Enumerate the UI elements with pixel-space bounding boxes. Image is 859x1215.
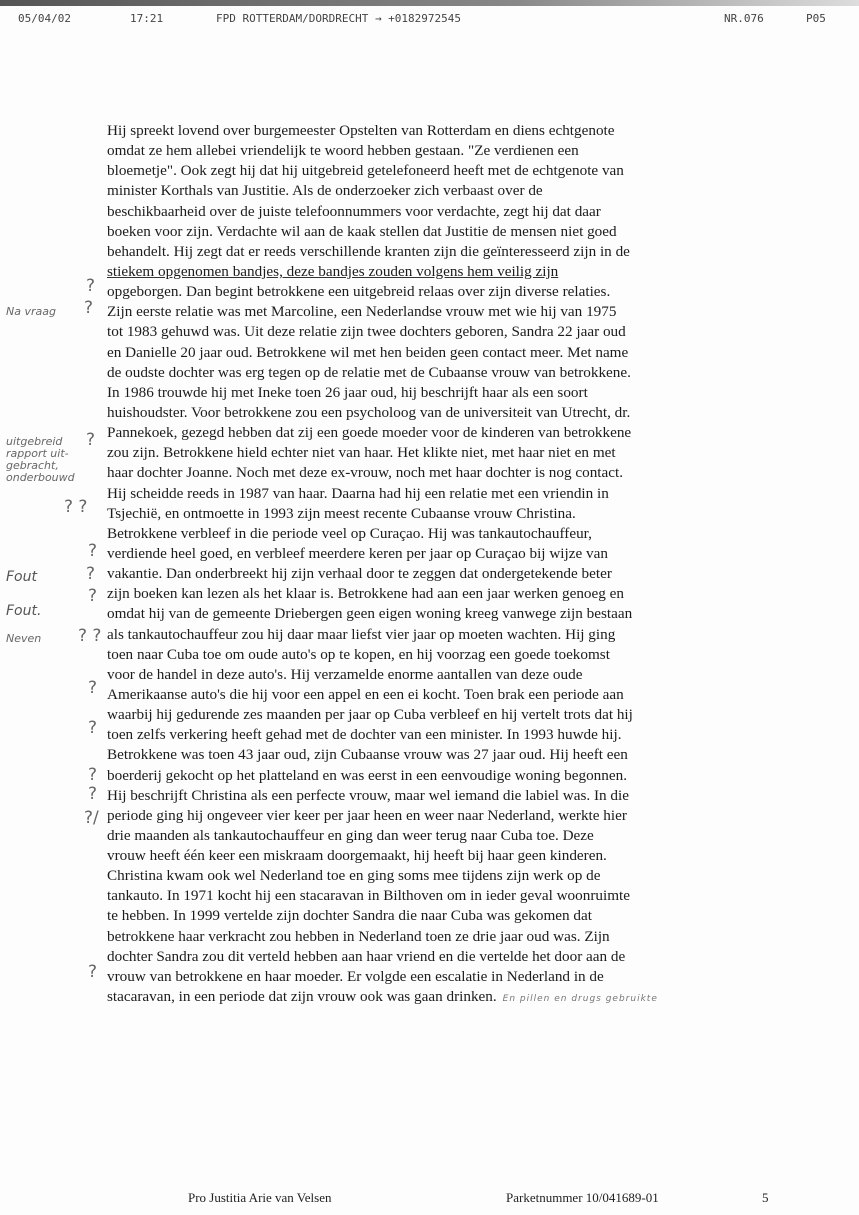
body-line: drie maanden als tankautochauffeur en ging dan weer terug naar Cuba toe. Deze xyxy=(107,826,594,844)
body-line: voor de handel in deze auto's. Hij verzamelde enorme aantallen van deze oude xyxy=(107,665,583,683)
body-line: beschikbaarheid over de juiste telefoonnummers voor verdachte, zegt hij dat daar xyxy=(107,202,601,220)
footer-page-number: 5 xyxy=(762,1190,769,1205)
margin-question-mark: ? xyxy=(88,678,98,698)
body-line: vrouw van betrokkene en haar moeder. Er volgde een escalatie in Nederland in de xyxy=(107,967,604,985)
margin-note-uitgebreid: uitgebreid xyxy=(6,435,63,448)
body-line: waarbij hij gedurende zes maanden per jaar op Cuba verbleef en hij vertelt trots dat hij xyxy=(107,706,633,724)
body-line: bloemetje". Ook zegt hij dat hij uitgebreid getelefoneerd heeft met de echtgenote van xyxy=(107,162,624,180)
footer-parketnummer: Parketnummer 10/041689-01 xyxy=(506,1190,659,1205)
margin-note-fout: Fout xyxy=(6,569,37,585)
fax-header xyxy=(0,8,859,30)
body-line: zijn boeken kan lezen als het klaar is. Betrokkene had aan een jaar werken genoeg en xyxy=(107,585,624,603)
body-line: behandelt. Hij zegt dat er reeds verschillende kranten zijn die geïnteresseerd zijn in de xyxy=(107,242,630,260)
footer-author: Pro Justitia Arie van Velsen xyxy=(188,1190,332,1205)
body-line: Betrokkene verbleef in die periode veel op Curaçao. Hij was tankautochauffeur, xyxy=(107,524,592,542)
body-line: boerderij gekocht op het platteland en was eerst in een eenvoudige woning begonnen. xyxy=(107,766,628,784)
body-line: Hij scheidde reeds in 1987 van haar. Daarna had hij een relatie met een vriendin in xyxy=(107,484,609,502)
body-line: periode ging hij ongeveer vier keer per jaar heen en weer naar Nederland, werkte hier xyxy=(107,806,627,824)
body-line: Amerikaanse auto's die hij voor een appel en een ei kocht. Toen brak een periode aan xyxy=(107,685,624,703)
margin-note-gebracht: gebracht, xyxy=(6,459,59,472)
body-line: minister Korthals van Justitie. Als de onderzoeker zich verbaast over de xyxy=(107,182,543,200)
fax-time: 17:21 xyxy=(130,12,164,25)
body-line: stiekem opgenomen bandjes, deze bandjes zouden volgens hem veilig zijn xyxy=(107,262,559,280)
margin-question-mark: ? xyxy=(86,564,96,584)
margin-question-mark: ? xyxy=(88,962,98,982)
body-line: tankauto. In 1971 kocht hij een stacaravan in Bilthoven om in ieder geval woonruimte xyxy=(107,887,630,905)
body-line: huishoudster. Voor betrokkene zou een psycholoog van de universiteit van Utrecht, dr. xyxy=(107,403,631,421)
fax-top-bar xyxy=(0,0,859,6)
body-line: betrokkene haar verkracht zou hebben in Nederland toen ze drie jaar oud was. Zijn xyxy=(107,927,610,945)
body-line-last xyxy=(107,987,767,1007)
body-line: zou zijn. Betrokkene hield echter niet van haar. Het klikte niet, met haar niet en met xyxy=(107,444,616,462)
body-line: toen naar Cuba toe om oude auto's op te kopen, en hij voorzag een goede toekomst xyxy=(107,645,610,663)
fax-number: NR.076 xyxy=(724,12,764,25)
body-line: vakantie. Dan onderbreekt hij zijn verhaal door te zeggen dat ondergetekende beter xyxy=(107,565,612,583)
body-line: te hebben. In 1999 vertelde zijn dochter Sandra die naar Cuba was gekomen dat xyxy=(107,907,592,925)
body-line: haar dochter Joanne. Noch met deze ex-vrouw, noch met haar dochter is nog contact. xyxy=(107,464,624,482)
handwritten-inline-note: En pillen en drugs gebruikte xyxy=(502,994,658,1005)
fax-date: 05/04/02 xyxy=(18,12,71,25)
body-line: verdiende heel goed, en verbleef meerdere keren per jaar op Curaçao bij wijze van xyxy=(107,544,608,562)
margin-note-fout-2: Fout. xyxy=(6,603,42,619)
margin-question-mark: ? xyxy=(86,276,96,296)
report-body xyxy=(107,121,767,1007)
margin-question-mark: ? xyxy=(88,718,98,738)
body-line: Zijn eerste relatie was met Marcoline, een Nederlandse vrouw met wie hij van 1975 xyxy=(107,303,617,321)
margin-note-neven: Neven xyxy=(6,632,42,645)
body-line: dochter Sandra zou dit verteld hebben aan haar vriend en die vertelde het door aan de xyxy=(107,947,626,965)
body-line: In 1986 trouwde hij met Ineke toen 26 jaar oud, hij beschrijft haar als een soort xyxy=(107,383,588,401)
body-line: Hij spreekt lovend over burgemeester Opstelten van Rotterdam en diens echtgenote xyxy=(107,122,615,139)
margin-question-mark: ? xyxy=(84,298,94,318)
margin-note-onderbouwd: onderbouwd xyxy=(6,471,75,484)
body-line: Pannekoek, gezegd hebben dat zij een goede moeder voor de kinderen van betrokkene xyxy=(107,424,632,442)
body-line: Hij beschrijft Christina als een perfecte vrouw, maar wel iemand die labiel was. In die xyxy=(107,786,629,804)
margin-question-mark: ? xyxy=(88,784,98,804)
margin-note-na-vraag: Na vraag xyxy=(6,305,56,318)
body-line: Betrokkene was toen 43 jaar oud, zijn Cubaanse vrouw was 27 jaar oud. Hij heeft een xyxy=(107,746,628,764)
margin-question-mark: ?/ xyxy=(84,808,99,828)
margin-question-mark: ? xyxy=(88,541,98,561)
body-line: omdat hij van de gemeente Driebergen geen eigen woning kreeg vanwege zijn bestaan xyxy=(107,605,633,623)
body-line: opgeborgen. Dan begint betrokkene een uitgebreid relaas over zijn diverse relaties. xyxy=(107,283,611,301)
margin-question-marks: ? ? xyxy=(64,497,88,517)
body-line: tot 1983 gehuwd was. Uit deze relatie zijn twee dochters geboren, Sandra 22 jaar oud xyxy=(107,323,626,341)
body-line: de oudste dochter was erg tegen op de relatie met de Cubaanse vrouw van betrokkene. xyxy=(107,363,631,381)
body-line: en Danielle 20 jaar oud. Betrokkene wil met hen beiden geen contact meer. Met name xyxy=(107,343,629,361)
body-line: als tankautochauffeur zou hij daar maar liefst vier jaar op moeten wachten. Hij ging xyxy=(107,625,616,643)
body-line: Christina kwam ook wel Nederland toe en ging soms mee tijdens zijn werk op de xyxy=(107,867,601,885)
margin-note-rapport: rapport uit- xyxy=(6,447,69,460)
margin-question-marks: ? ? xyxy=(78,626,102,646)
body-line: boeken voor zijn. Verdachte wil aan de kaak stellen dat Justitie de mensen niet goed xyxy=(107,222,617,240)
body-line: Tsjechië, en ontmoette in 1993 zijn meest recente Cubaanse vrouw Christina. xyxy=(107,504,576,522)
fax-page: P05 xyxy=(806,12,826,25)
margin-question-mark: ? xyxy=(88,586,98,606)
fax-sender: FPD ROTTERDAM/DORDRECHT → +0182972545 xyxy=(216,12,462,25)
body-line-text: stacaravan, in een periode dat zijn vrouw ook was gaan drinken. xyxy=(107,988,497,1006)
body-line: omdat ze hem allebei vriendelijk te woord hebben gestaan. "Ze verdienen een xyxy=(107,142,579,160)
body-line: toen zelfs verkering heeft gehad met de dochter van een minister. In 1993 huwde hij. xyxy=(107,726,622,744)
margin-question-mark: ? xyxy=(88,765,98,785)
margin-question-mark: ? xyxy=(86,430,96,450)
body-line: vrouw heeft één keer een miskraam doorgemaakt, hij heeft bij haar geen kinderen. xyxy=(107,847,607,865)
